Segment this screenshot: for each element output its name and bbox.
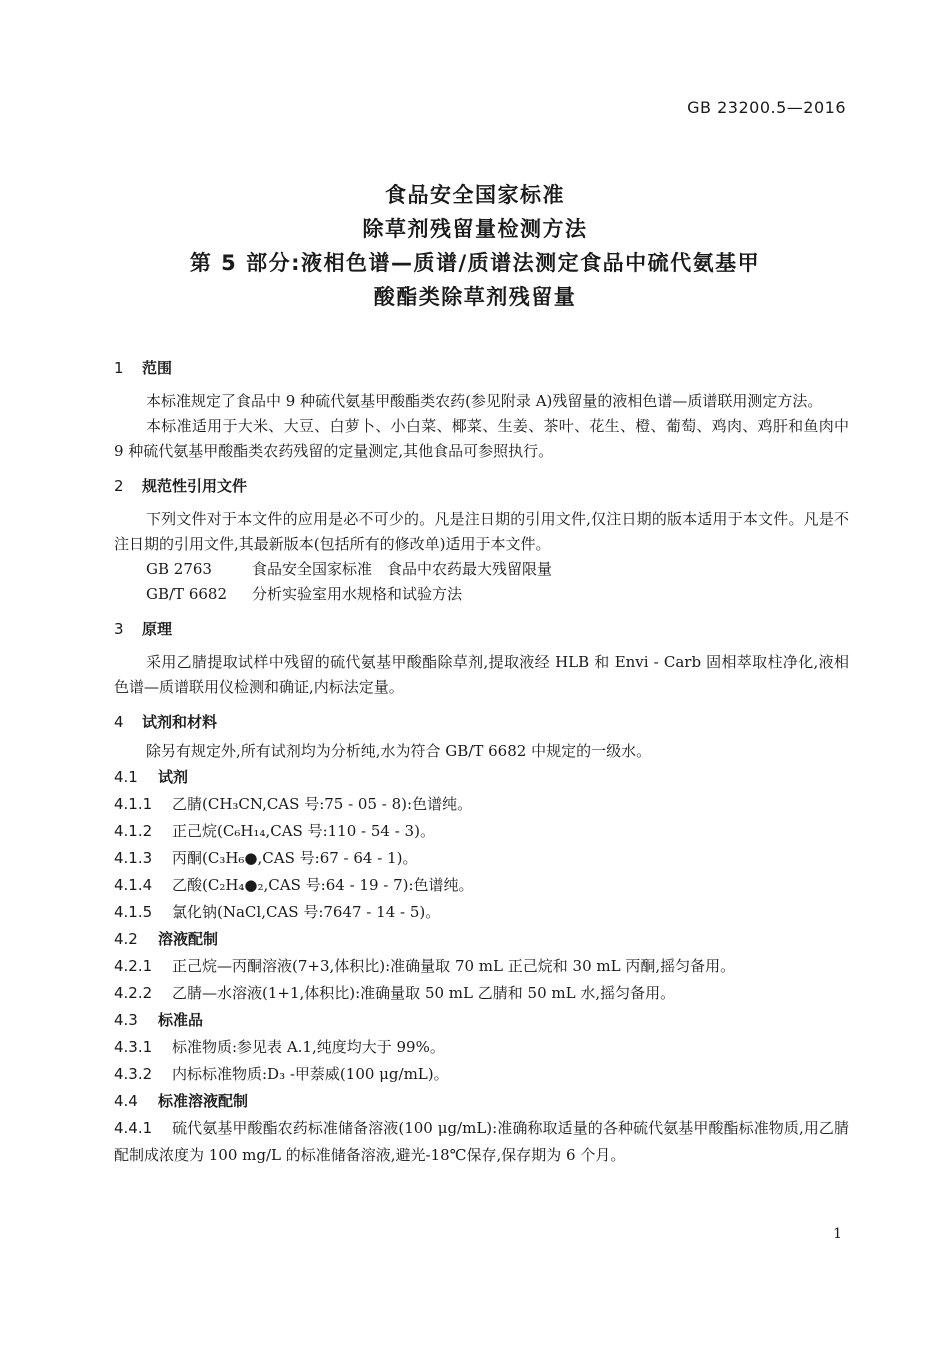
subsection-heading-standards (114, 1007, 849, 1034)
list-item (114, 872, 849, 899)
section-heading-scope (114, 356, 849, 381)
subsection-number: 4.3 (114, 1011, 138, 1029)
section-title: 原理 (142, 620, 173, 638)
item-text: 丙酮(C₃H₆●,CAS 号:67 - 64 - 1)。 (172, 849, 418, 867)
item-number: 4.1.1 (114, 795, 153, 813)
list-item (114, 1034, 849, 1061)
section-number: 3 (114, 620, 124, 638)
item-number: 4.1.2 (114, 822, 153, 840)
standard-code: GB 23200.5—2016 (687, 98, 846, 117)
list-item (114, 1115, 849, 1169)
paragraph: 下列文件对于本文件的应用是必不可少的。凡是注日期的引用文件,仅注日期的版本适用于本文件。凡是不注日期的引用文件,其最新版本(包括所有的修改单)适用于本文件。 (114, 510, 849, 553)
section-number: 4 (114, 713, 124, 731)
item-number: 4.4.1 (114, 1119, 153, 1137)
item-number: 4.2.2 (114, 984, 153, 1002)
subsection-number: 4.4 (114, 1092, 138, 1110)
paragraph: 除另有规定外,所有试剂均为分析纯,水为符合 GB/T 6682 中规定的一级水。 (146, 742, 652, 760)
list-item (114, 845, 849, 872)
section-heading-reagents-materials (114, 710, 849, 735)
list-item (114, 899, 849, 926)
subsection-title: 试剂 (158, 768, 189, 786)
page-number: 1 (833, 1226, 842, 1242)
reference-code: GB 2763 (146, 560, 212, 578)
title-line-2: 除草剂残留量检测方法 (362, 217, 588, 241)
title-line-1: 食品安全国家标准 (385, 183, 565, 207)
section-title: 范围 (142, 359, 173, 377)
subsection-number: 4.2 (114, 930, 138, 948)
subsection-heading-reagents (114, 764, 849, 791)
subsection-title: 标准品 (158, 1011, 204, 1029)
paragraph: 采用乙腈提取试样中残留的硫代氨基甲酸酯除草剂,提取液经 HLB 和 Envi - Carb 固相萃取柱净化,液相色谱—质谱联用仪检测和确证,内标法定量。 (114, 653, 849, 696)
section-number: 2 (114, 477, 124, 495)
title-line-3: 第 5 部分:液相色谱—质谱/质谱法测定食品中硫代氨基甲 (189, 251, 761, 275)
item-text: 氯化钠(NaCl,CAS 号:7647 - 14 - 5)。 (172, 903, 441, 921)
item-text: 正己烷—丙酮溶液(7+3,体积比):准确量取 70 mL 正己烷和 30 mL 丙酮,摇匀备用。 (172, 957, 736, 975)
item-text: 乙腈—水溶液(1+1,体积比):准确量取 50 mL 乙腈和 50 mL 水,摇匀备用。 (172, 984, 676, 1002)
item-number: 4.1.4 (114, 876, 153, 894)
item-number: 4.2.1 (114, 957, 153, 975)
subsection-number: 4.1 (114, 768, 138, 786)
subsection-title: 溶液配制 (158, 930, 219, 948)
list-item (114, 1061, 849, 1088)
list-item (114, 818, 849, 845)
subsection-heading-solution-preparation (114, 926, 849, 953)
item-text: 乙酸(C₂H₄●₂,CAS 号:64 - 19 - 7):色谱纯。 (172, 876, 474, 894)
reference-title: 分析实验室用水规格和试验方法 (252, 585, 463, 603)
list-item (114, 953, 849, 980)
section-title: 规范性引用文件 (142, 477, 248, 495)
document-title (0, 178, 950, 314)
item-number: 4.1.5 (114, 903, 153, 921)
section-heading-principle (114, 617, 849, 642)
list-item (114, 980, 849, 1007)
item-text: 内标标准物质:D₃ -甲萘威(100 μg/mL)。 (172, 1065, 449, 1083)
item-text: 标准物质:参见表 A.1,纯度均大于 99%。 (172, 1038, 445, 1056)
reference-item (114, 582, 849, 607)
list-item (114, 791, 849, 818)
item-number: 4.3.2 (114, 1065, 153, 1083)
item-text: 硫代氨基甲酸酯农药标准储备溶液(100 μg/mL):准确称取适量的各种硫代氨基甲酸酯标准物质,用乙腈配制成浓度为 100 mg/L 的标准储备溶液,避光-18℃保存,保存期为 6 个月。 (114, 1119, 849, 1164)
item-text: 正己烷(C₆H₁₄,CAS 号:110 - 54 - 3)。 (172, 822, 435, 840)
section-heading-normative-references (114, 474, 849, 499)
reference-code: GB/T 6682 (146, 585, 228, 603)
reference-item (114, 557, 849, 582)
reference-title: 食品安全国家标准 食品中农药最大残留限量 (252, 560, 553, 578)
item-number: 4.3.1 (114, 1038, 153, 1056)
item-number: 4.1.3 (114, 849, 153, 867)
section-number: 1 (114, 359, 124, 377)
item-text: 乙腈(CH₃CN,CAS 号:75 - 05 - 8):色谱纯。 (172, 795, 473, 813)
paragraph: 本标准适用于大米、大豆、白萝卜、小白菜、椰菜、生姜、茶叶、花生、橙、葡萄、鸡肉、鸡肝和鱼肉中 9 种硫代氨基甲酸酯类农药残留的定量测定,其他食品可参照执行。 (114, 417, 849, 460)
title-line-4: 酸酯类除草剂残留量 (373, 285, 577, 309)
document-body (114, 356, 849, 1169)
paragraph: 本标准规定了食品中 9 种硫代氨基甲酸酯类农药(参见附录 A)残留量的液相色谱—质谱联用测定方法。 (146, 392, 823, 410)
subsection-title: 标准溶液配制 (158, 1092, 249, 1110)
subsection-heading-standard-solution-preparation (114, 1088, 849, 1115)
section-title: 试剂和材料 (142, 713, 218, 731)
